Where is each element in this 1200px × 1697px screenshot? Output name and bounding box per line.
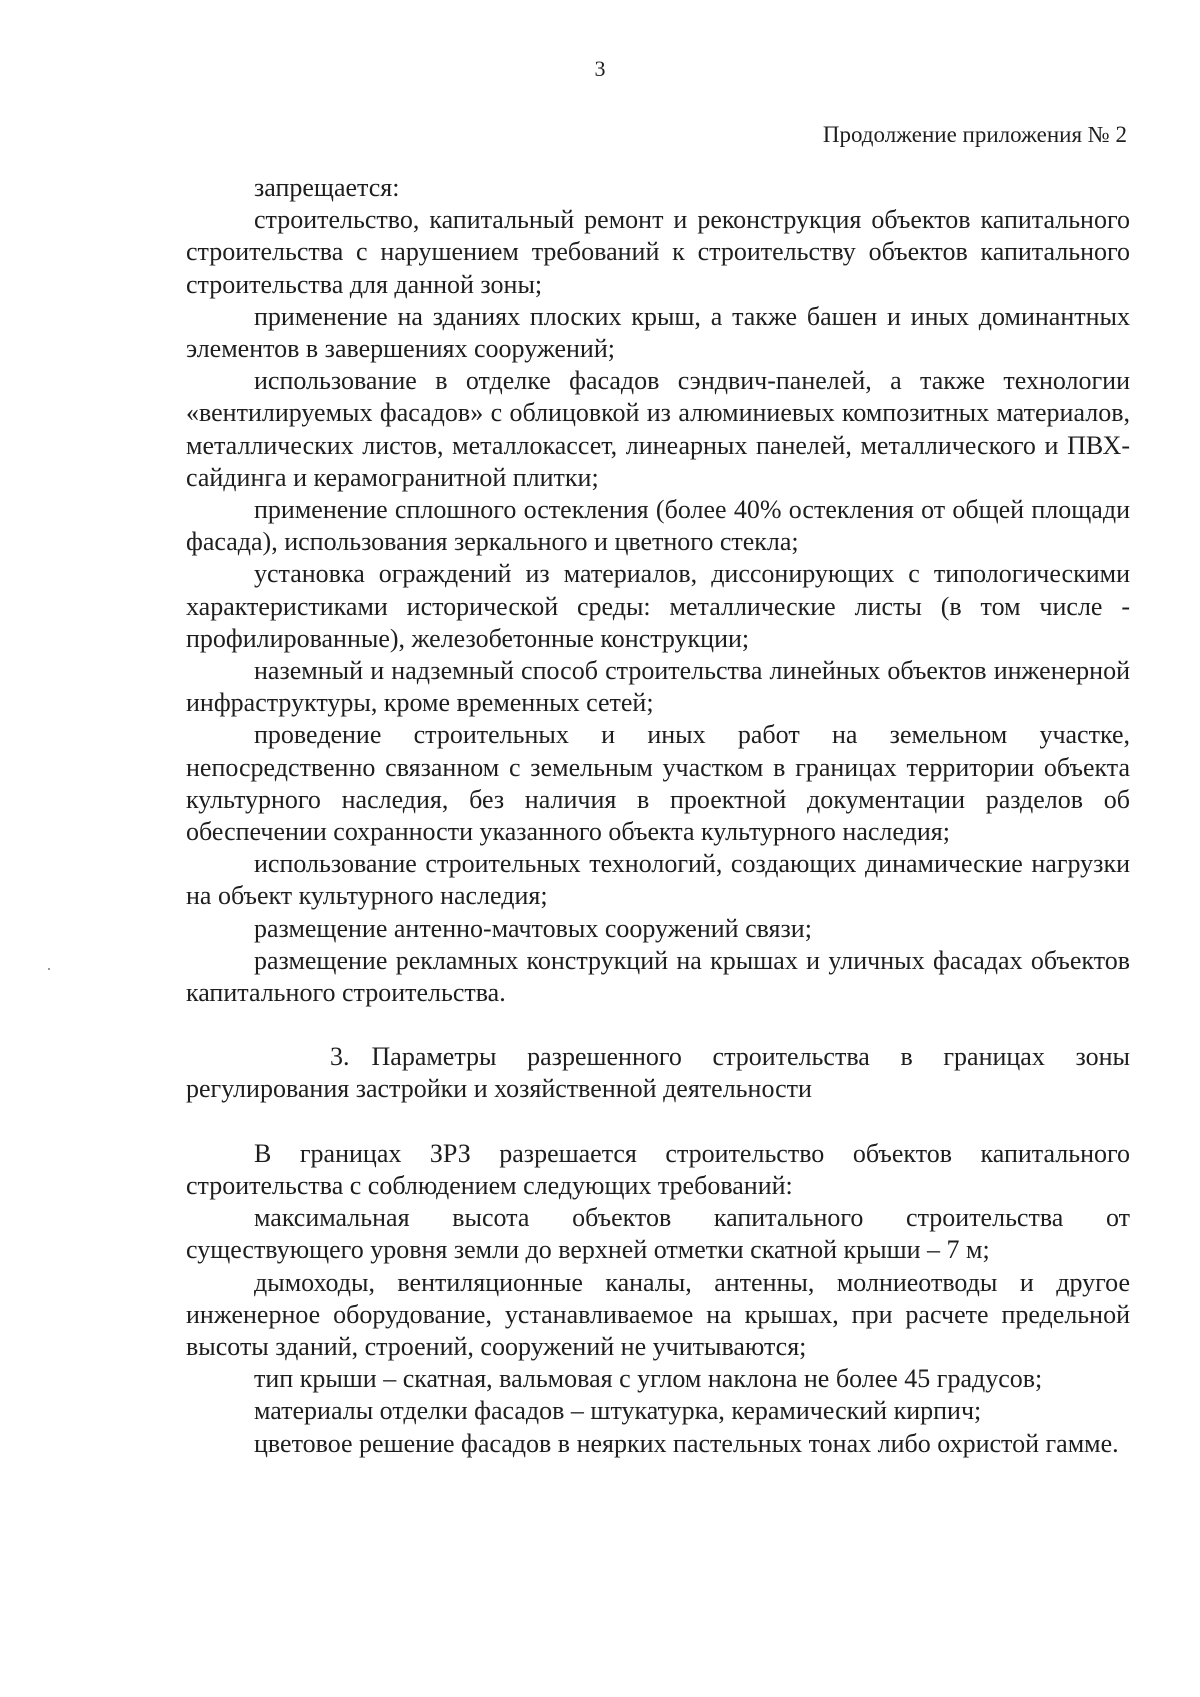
paragraph: использование в отделке фасадов сэндвич-панелей, а также технологии «вентилируемых фасадов» с облицовкой из алюминиевых композитных материалов, металлических листов, металлокассет, линеарных панелей, металлического и ПВХ-сайдинга и керамогранитной плитки; [186,366,1130,492]
paragraph: максимальная высота объектов капитального строительства от существующего уровня земли до верхней отметки скатной крыши – 7 м; [186,1203,1130,1265]
document-body [186,172,1130,1460]
paragraph: применение на зданиях плоских крыш, а также башен и иных доминантных элементов в завершениях сооружений; [186,301,1130,364]
section-title: Параметры разрешенного строительства в границах зоны регулирования застройки и хозяйственной деятельности [186,1042,1130,1104]
paragraph: материалы отделки фасадов – штукатурка, керамический кирпич; [254,1396,982,1426]
paragraph: установка ограждений из материалов, диссонирующих с типологическими характеристиками исторической среды: металлические листы (в том числе - профилированные), железобетонные конструкции; [186,559,1130,653]
paragraph: цветовое решение фасадов в неярких пастельных тонах либо охристой гамме. [254,1428,1119,1458]
section-heading [186,1041,1130,1105]
section-number: 3. [330,1042,350,1072]
paragraph: дымоходы, вентиляционные каналы, антенны, молниеотводы и другое инженерное оборудование, устанавливаемое на крышах, при расчете предельной высоты зданий, строений, сооружений не учитываются; [186,1267,1130,1361]
paragraph: запрещается: [254,173,400,202]
paragraph: размещение рекламных конструкций на крышах и уличных фасадах объектов капитального строительства. [186,945,1130,1008]
paragraph: применение сплошного остекления (более 40% остекления от общей площади фасада), использования зеркального и цветного стекла; [186,495,1130,557]
running-head: Продолжение приложения № 2 [822,122,1127,147]
margin-mark [48,968,50,970]
page-number: 3 [594,56,606,81]
paragraph: проведение строительных и иных работ на земельном участке, непосредственно связанном с земельным участком в границах территории объекта культурного наследия, без наличия в проектной документации разделов об обеспечении сохранности указанного объекта культурного наследия; [186,720,1130,847]
paragraph: В границах ЗРЗ разрешается строительство объектов капитального строительства с соблюдением следующих требований: [186,1138,1130,1200]
paragraph: строительство, капитальный ремонт и реконструкция объектов капитального строительства с нарушением требований к строительству объектов капитального строительства для данной зоны; [186,205,1130,299]
paragraph: наземный и надземный способ строительства линейных объектов инженерной инфраструктуры, кроме временных сетей; [186,656,1130,718]
paragraph: использование строительных технологий, создающих динамические нагрузки на объект культурного наследия; [186,849,1130,911]
paragraph: тип крыши – скатная, вальмовая с углом наклона не более 45 градусов; [254,1364,1043,1394]
paragraph: размещение антенно-мачтовых сооружений связи; [254,913,812,943]
